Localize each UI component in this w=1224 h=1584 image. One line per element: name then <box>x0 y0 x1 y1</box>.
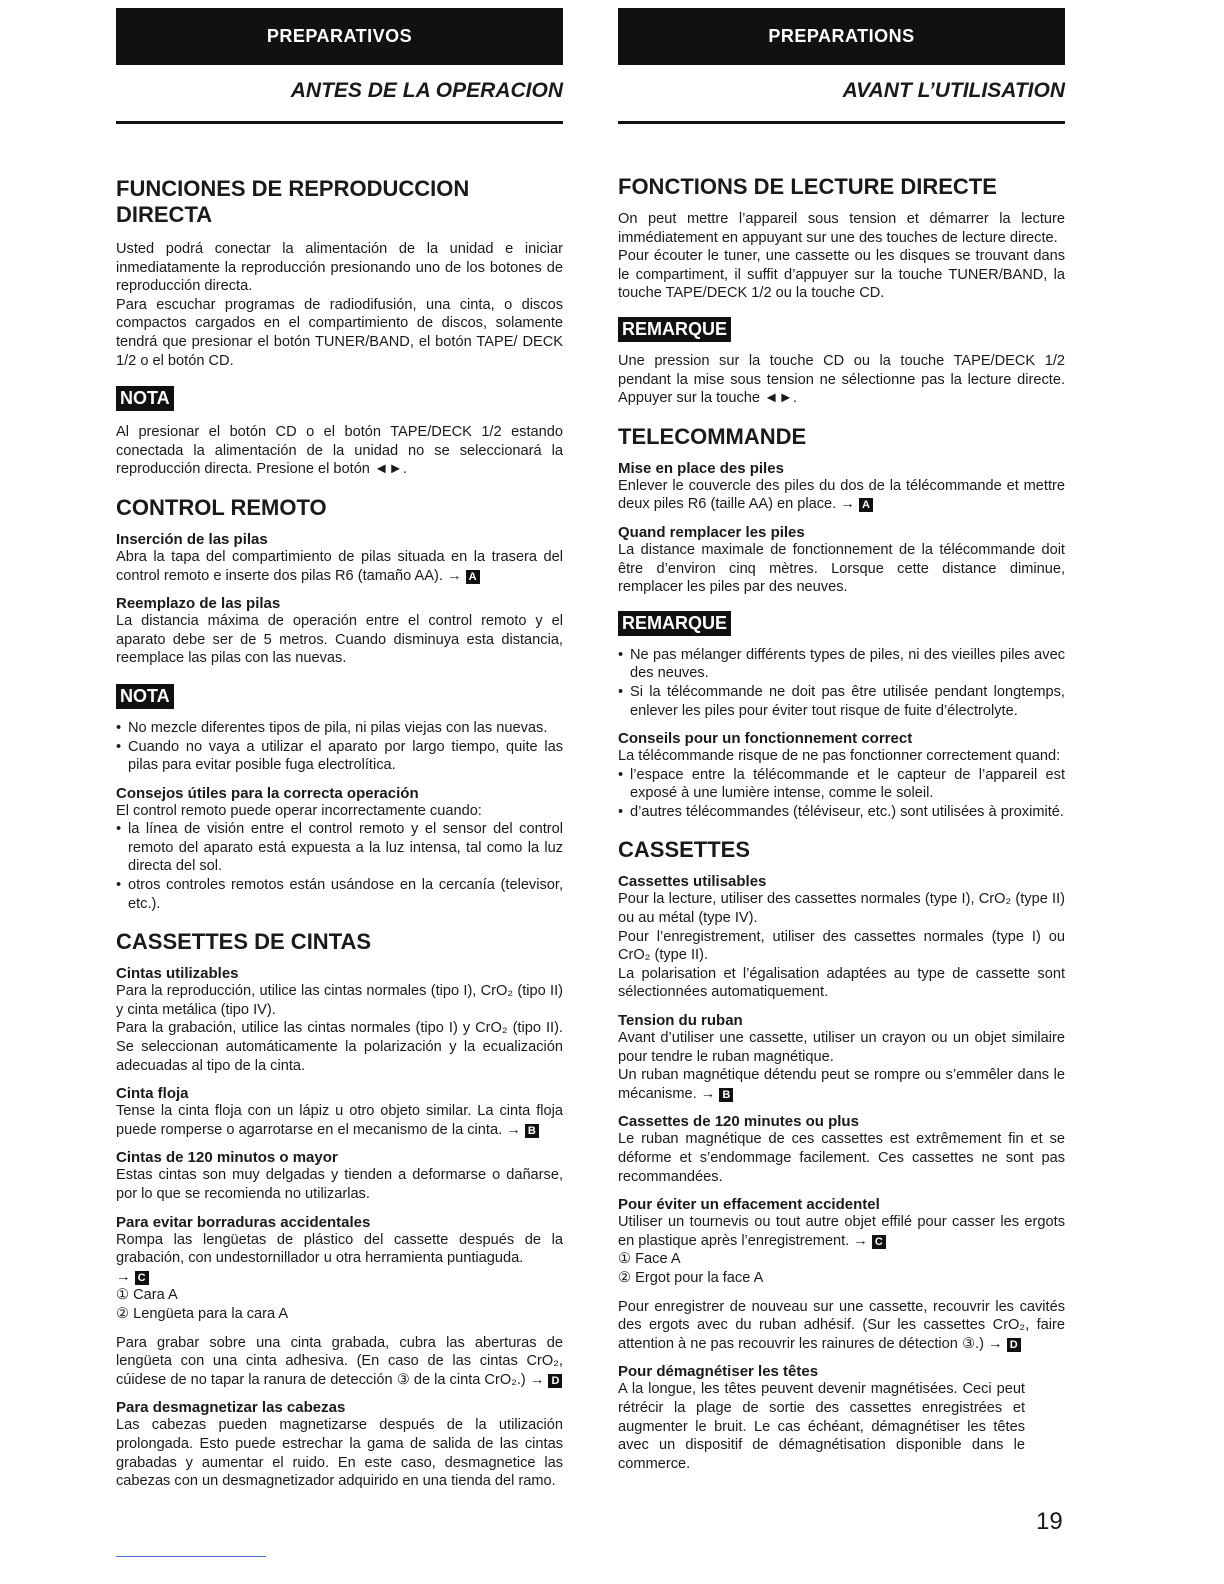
paragraph: Le ruban magnétique de ces cassettes est extrêmement fin et se déforme et s’endommage facilement. Ces cassettes ne sont pas recommandées. <box>618 1131 1065 1185</box>
subheading: Cintas de 120 minutos o mayor <box>116 1149 338 1167</box>
subheading: Cintas utilizables <box>116 965 239 983</box>
heading-fonctions: FONCTIONS DE LECTURE DIRECTE <box>618 174 997 199</box>
figure-ref-b: B <box>719 1088 733 1102</box>
subheading: Pour démagnétiser les têtes <box>618 1363 819 1381</box>
subheading: Pour éviter un effacement accidentel <box>618 1196 880 1214</box>
list-item: ① Cara A <box>116 1287 178 1304</box>
figure-ref-line: → C <box>116 1268 563 1287</box>
subheading: Conseils pour un fonctionnement correct <box>618 730 913 748</box>
bullet-item: • la línea de visión entre el control remoto y el sensor del control remoto del aparato está expuesta a la luz intensa, tal como la luz directa del sol. <box>116 820 563 876</box>
paragraph: La distance maximale de fonctionnement de la télécommande doit être d’environ cinq mètres. Lorsque cette distance diminue, remplacer les piles par des neuves. <box>618 541 1065 596</box>
list-item: ② Lengüeta para la cara A <box>116 1305 289 1322</box>
paragraph: Para escuchar programas de radiodifusión, una cinta, o discos compactos cargados en el compartimiento de discos, solamente tendrá que presionar el botón TUNER/BAND, el botón TAPE/ DECK 1/2 o el botón CD. <box>116 296 563 369</box>
section-banner: PREPARATIONS <box>618 8 1065 65</box>
divider <box>618 121 1065 124</box>
paragraph: Pour l’enregistrement, utiliser des cassettes normales (type I) ou CrO₂ (type II). <box>618 928 1065 964</box>
footer-line <box>116 1556 266 1557</box>
page-number: 19 <box>1036 1508 1063 1535</box>
heading-control-remoto: CONTROL REMOTO <box>116 494 327 520</box>
paragraph: Para la reproducción, utilice las cintas normales (tipo I), CrO₂ (tipo II) y cinta metálica (tipo IV). <box>116 983 563 1018</box>
paragraph-reenreg: Pour enregistrer de nouveau sur une cassette, recouvrir les cavités des ergots avec du ruban adhésif. (Sur les cassettes CrO₂, faire attention à ne pas recouvrir les rainures de détection ③.) → D <box>618 1298 1065 1352</box>
subheading: Tension du ruban <box>618 1012 743 1030</box>
divider <box>116 121 563 124</box>
figure-ref-c: C <box>872 1235 886 1249</box>
heading-telecommande: TELECOMMANDE <box>618 423 807 449</box>
remarque-label: REMARQUE <box>618 317 731 342</box>
bullet-item: • Cuando no vaya a utilizar el aparato por largo tiempo, quite las pilas para evitar posible fuga electrolítica. <box>116 738 563 775</box>
paragraph-tension: Un ruban magnétique détendu peut se rompre ou s’emmêler dans le mécanisme. → B <box>618 1067 1065 1102</box>
paragraph: Avant d’utiliser une cassette, utiliser un crayon ou un objet similaire pour tendre le ruban magnétique. <box>618 1030 1065 1065</box>
paragraph: Pour la lecture, utiliser des cassettes normales (type I), CrO₂ (type II) ou au métal (type IV). <box>618 891 1065 927</box>
subheading: Consejos útiles para la correcta operación <box>116 784 419 802</box>
subheading: Para desmagnetizar las cabezas <box>116 1399 346 1417</box>
paragraph: Rompa las lengüetas de plástico del cassette después de la grabación, con undestornillador u otra herramienta puntiaguda. <box>116 1231 563 1267</box>
section-subtitle: AVANT L’UTILISATION <box>842 79 1065 102</box>
remarque-label: REMARQUE <box>618 611 731 636</box>
spanish-column <box>116 0 563 1491</box>
paragraph: Al presionar el botón CD o el botón TAPE/DECK 1/2 estando conectada la alimentación de la unidad no se seleccionará la reproducción directa. Presione el botón ◄►. <box>116 424 563 478</box>
paragraph: La polarisation et l’égalisation adaptées au type de cassette sont sélectionnées automatiquement. <box>618 965 1065 1001</box>
nota-label: NOTA <box>116 684 174 709</box>
figure-ref-b: B <box>525 1124 539 1138</box>
bullet-item: • Si la télécommande ne doit pas être utilisée pendant longtemps, enlever les piles pour éviter tout risque de fuite d’électrolyte. <box>618 683 1065 720</box>
heading-funciones: FUNCIONES DE REPRODUCCION DIRECTA <box>116 176 470 227</box>
paragraph: Usted podrá conectar la alimentación de la unidad e iniciar inmediatamente la reproducción presionando uno de los botones de reproducción directa. <box>116 241 563 295</box>
subheading: Reemplazo de las pilas <box>116 595 281 613</box>
paragraph: Las cabezas pueden magnetizarse después de la utilización prolongada. Esto puede estrechar la gama de salida de las cintas grabadas y aumentar el ruido. En este caso, desmagnetice las cabezas con un desmagnetizador adquirido en una tienda del ramo. <box>116 1417 563 1490</box>
bullet-item: • otros controles remotos están usándose en la cercanía (televisor, etc.). <box>116 876 563 913</box>
paragraph: Estas cintas son muy delgadas y tienden a deformarse o dañarse, por lo que se recomienda no utilizarlas. <box>116 1167 563 1202</box>
subheading: Inserción de las pilas <box>116 530 268 548</box>
bullet-item: • Ne pas mélanger différents types de piles, ni des vieilles piles avec des neuves. <box>618 646 1065 683</box>
bullet-item: • d’autres télécommandes (téléviseur, etc.) sont utilisées à proximité. <box>618 803 1065 822</box>
bullet-item: • No mezcle diferentes tipos de pila, ni pilas viejas con las nuevas. <box>116 719 563 738</box>
figure-ref-a: A <box>466 570 480 584</box>
paragraph-efface: Utiliser un tournevis ou tout autre objet effilé pour casser les ergots en plastique après l’enregistrement. → C <box>618 1214 1065 1249</box>
subheading: Cassettes utilisables <box>618 873 767 891</box>
french-column <box>618 0 1065 1473</box>
list-item: ① Face A <box>618 1251 681 1268</box>
paragraph-grabar: Para grabar sobre una cinta grabada, cubra las aberturas de lengüeta con una cinta adhesiva. (En caso de las cintas CrO₂, cúidese de no tapar la ranura de detección ③ de la cinta CrO₂.) → D <box>116 1334 563 1388</box>
figure-ref-a: A <box>859 498 873 512</box>
subheading: Para evitar borraduras accidentales <box>116 1213 371 1231</box>
paragraph: On peut mettre l’appareil sous tension et démarrer la lecture immédiatement en appuyant sur une des touches de lecture directe. <box>618 211 1065 246</box>
figure-ref-d: D <box>548 1374 562 1388</box>
figure-ref-d: D <box>1007 1338 1021 1352</box>
nota-label: NOTA <box>116 386 174 411</box>
subheading: Mise en place des piles <box>618 459 784 477</box>
subheading: Cinta floja <box>116 1085 189 1103</box>
paragraph: Para la grabación, utilice las cintas normales (tipo I) y CrO₂ (tipo II). Se seleccionan automáticamente la polarización y la ecualización adecuadas al tipo de la cinta. <box>116 1020 563 1074</box>
paragraph-floja: Tense la cinta floja con un lápiz u otro objeto similar. La cinta floja puede romperse o agarrotarse en el mecanismo de la cinta. → B <box>116 1103 563 1138</box>
paragraph-insercion: Abra la tapa del compartimiento de pilas situada en la trasera del control remoto e inserte dos pilas R6 (tamaño AA). → A <box>116 548 563 584</box>
paragraph: La télécommande risque de ne pas fonctionner correctement quand: <box>618 748 1061 765</box>
paragraph: El control remoto puede operar incorrectamente cuando: <box>116 802 482 819</box>
subheading: Cassettes de 120 minutes ou plus <box>618 1113 859 1131</box>
heading-cassettes: CASSETTES DE CINTAS <box>116 929 372 955</box>
paragraph: Une pression sur la touche CD ou la touche TAPE/DECK 1/2 pendant la mise sous tension ne sélectionne pas la lecture directe. Appuyer sur la touche ◄►. <box>618 352 1065 407</box>
subheading: Quand remplacer les piles <box>618 523 805 541</box>
figure-ref-c: C <box>135 1271 149 1285</box>
section-subtitle: ANTES DE LA OPERACION <box>290 79 563 102</box>
paragraph-mise: Enlever le couvercle des piles du dos de la télécommande et mettre deux piles R6 (taille AA) en place. → A <box>618 477 1065 513</box>
paragraph: Pour écouter le tuner, une cassette ou les disques se trouvant dans le compartiment, il suffit d’appuyer sur la touche TUNER/BAND, la touche TAPE/DECK 1/2 ou la touche CD. <box>618 248 1065 302</box>
section-banner: PREPARATIVOS <box>116 8 563 65</box>
bullet-item: • l’espace entre la télécommande et le capteur de l’appareil est exposé à une lumière intense, comme le soleil. <box>618 766 1065 803</box>
heading-cassettes: CASSETTES <box>618 837 751 863</box>
list-item: ② Ergot pour la face A <box>618 1269 764 1286</box>
paragraph: A la longue, les têtes peuvent devenir magnétisées. Ceci peut rétrécir la plage de sortie des cassettes enregistrées et augmenter le bruit. Le cas échéant, démagnétiser les têtes avec un dispositif de démagnétisation disponible dans le commerce. <box>618 1381 1025 1472</box>
paragraph: La distancia máxima de operación entre el control remoto y el aparato debe ser de 5 metros. Cuando disminuya esta distancia, reemplace las pilas con las nuevas. <box>116 613 563 667</box>
